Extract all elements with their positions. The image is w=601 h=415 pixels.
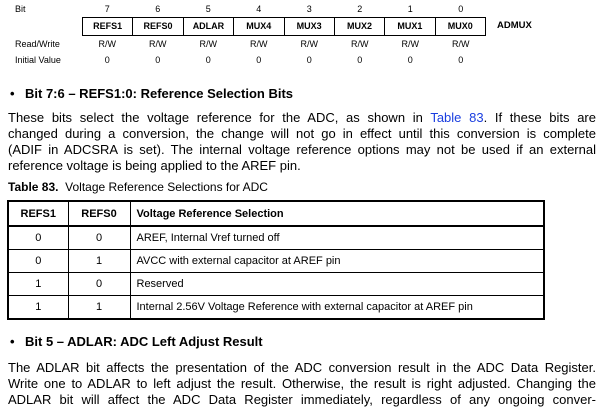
bullet-icon: • [10,86,15,101]
section-title: Bit 5 – ADLAR: ADC Left Adjust Result [25,334,263,349]
bit-row-label: Bit [15,4,26,14]
initial-value: 0 [407,55,413,65]
table-cell: AREF, Internal Vref turned off [130,226,544,250]
paragraph-refs [8,110,596,174]
initial-value: 0 [155,55,161,65]
table-header-row [8,201,544,226]
paragraph-line: The ADLAR bit affects the presentation of the ADC conversion result in the ADC Data Register. [8,360,596,375]
table-cell: 1 [68,296,130,320]
column-header-selection: Voltage Reference Selection [130,201,544,226]
table-row [8,296,544,320]
table-cell: 1 [68,250,130,273]
table-cell: Internal 2.56V Voltage Reference with external capacitor at AREF pin [130,296,544,320]
voltage-reference-table [7,200,545,320]
bit-number: 3 [306,4,312,14]
table-cell: 0 [68,226,130,250]
initial-value: 0 [205,55,211,65]
bit-number: 6 [155,4,161,14]
initial-value-label: Initial Value [15,55,61,65]
initial-value-row [82,55,486,66]
register-field: MUX0 [447,21,473,31]
initial-value: 0 [306,55,312,65]
access-value: R/W [199,39,217,49]
access-value: R/W [401,39,419,49]
register-field: MUX3 [285,18,335,35]
table-caption [8,180,268,195]
register-name: ADMUX [497,20,532,31]
table-cell: 1 [8,273,68,296]
access-value: R/W [351,39,369,49]
paragraph-line: ADLAR bit will affect the ADC Data Register immediately, regardless of any ongoing conver- [8,392,596,407]
register-field: MUX4 [234,18,284,35]
table-83-link[interactable]: Table 83 [430,110,484,125]
paragraph-line: (ADIF in ADCSRA is set). The internal voltage reference options may not be used if an external [8,142,596,157]
access-value: R/W [149,39,167,49]
bit-number: 4 [256,4,262,14]
paragraph-adlar [8,360,596,408]
register-field: ADLAR [184,18,234,35]
bit-number: 1 [407,4,413,14]
table-cell: 0 [68,273,130,296]
bit-number: 5 [205,4,211,14]
bullet-icon: • [10,334,15,349]
column-header-refs1: REFS1 [8,201,68,226]
table-caption-text: Voltage Reference Selections for ADC [65,180,268,194]
bit-number: 7 [104,4,110,14]
column-header-refs0: REFS0 [68,201,130,226]
register-field: MUX1 [385,18,435,35]
table-cell: Reserved [130,273,544,296]
initial-value: 0 [458,55,464,65]
access-value: R/W [452,39,470,49]
bit-number: 2 [357,4,363,14]
table-row [8,273,544,296]
register-field: REFS1 [83,18,133,35]
access-value: R/W [98,39,116,49]
bit-number: 0 [458,4,464,14]
initial-value: 0 [104,55,110,65]
register-field: REFS0 [133,18,183,35]
table-row [8,226,544,250]
read-write-row [82,39,486,50]
table-cell: 0 [8,226,68,250]
paragraph-line: reference voltage is being applied to the AREF pin. [8,158,301,173]
paragraph-line: changed during a conversion, the change will not go in effect until this conversion is complete [8,126,596,141]
table-row [8,250,544,273]
bit-number-row [82,4,486,15]
table-caption-label: Table 83. [8,180,59,194]
initial-value: 0 [357,55,363,65]
register-field-box [82,17,486,36]
register-field: MUX2 [335,18,385,35]
access-value: R/W [300,39,318,49]
read-write-label: Read/Write [15,39,60,49]
initial-value: 0 [256,55,262,65]
access-value: R/W [250,39,268,49]
section-heading-adlar [10,334,263,350]
section-heading-refs [10,86,293,102]
paragraph-line: Write one to ADLAR to left adjust the result. Otherwise, the result is right adjusted. Changing the [8,376,596,391]
table-cell: 1 [8,296,68,320]
table-cell: AVCC with external capacitor at AREF pin [130,250,544,273]
table-cell: 0 [8,250,68,273]
paragraph-line: These bits select the voltage reference for the ADC, as shown in Table 83. If these bits are [8,110,596,125]
section-title: Bit 7:6 – REFS1:0: Reference Selection Bits [25,86,294,101]
